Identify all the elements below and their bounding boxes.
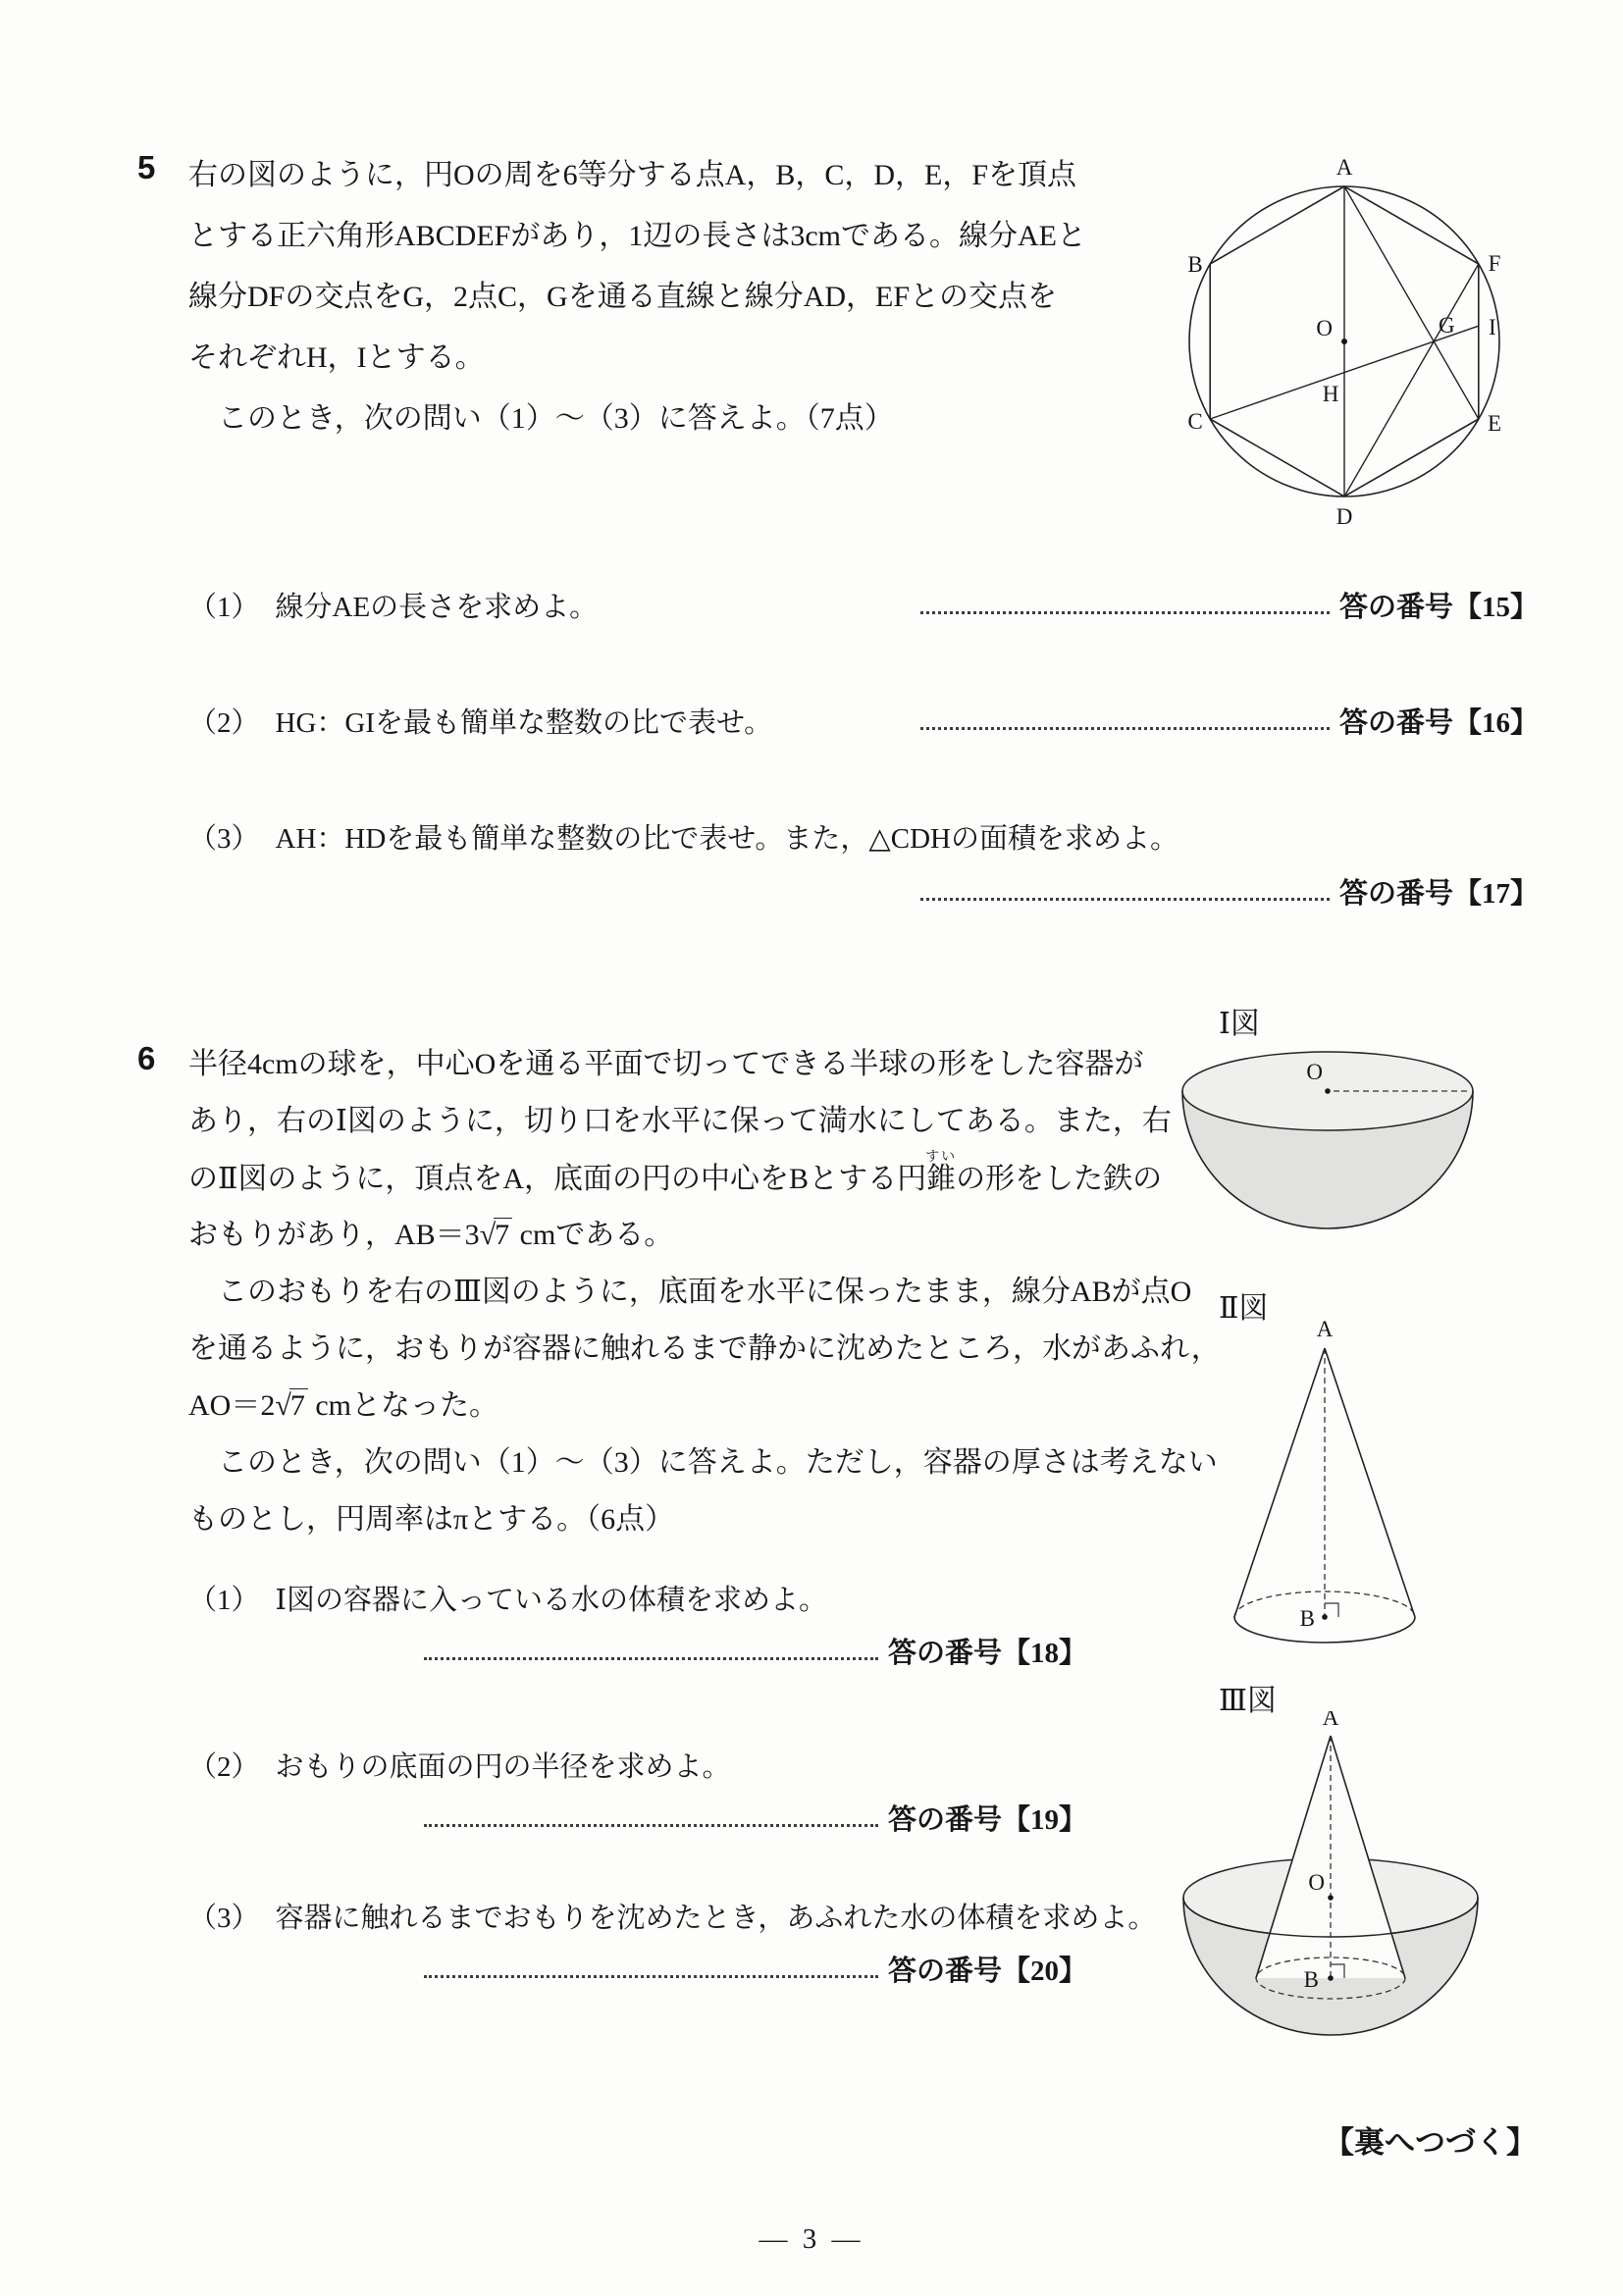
cone-left-side <box>1234 1348 1325 1617</box>
answer-number-19: 答の番号【19】 <box>887 1804 1087 1836</box>
question3-text: （3） 容器に触れるまでおもりを沈めたとき，あふれた水の体積を求めよ。 <box>188 1903 1157 1934</box>
figure2-caption: Ⅱ図 <box>1219 1292 1269 1325</box>
label-E: E <box>1487 411 1502 436</box>
problem6-line5: このおもりを右のⅢ図のように，底面を水平に保ったまま，線分ABが点O <box>188 1276 1192 1308</box>
label-F: F <box>1488 251 1501 276</box>
point-dot-B <box>1322 1614 1328 1620</box>
label-C: C <box>1187 409 1203 434</box>
problem5-line5: このとき，次の問い（1）～（3）に答えよ。（7点） <box>188 402 894 435</box>
figure1-caption: Ⅰ図 <box>1219 1008 1260 1040</box>
problem6-line2: あり，右のⅠ図のように，切り口を水平に保って満水にしてある。また，右 <box>188 1105 1172 1137</box>
answer-number-15: 答の番号【15】 <box>1338 592 1539 623</box>
problem5-statement <box>188 145 1170 449</box>
question3-text: （3） AH：HDを最も簡単な整数の比で表せ。また，△CDHの面積を求めよ。 <box>188 823 1178 855</box>
problem6-question3 <box>188 1898 1156 1939</box>
dotted-leader <box>920 727 1330 730</box>
answer-number-18: 答の番号【18】 <box>887 1638 1087 1669</box>
problem5-question3 <box>188 818 1539 860</box>
problem5-question2 <box>188 703 1539 744</box>
problem6-line7: AO＝2√7 cmとなった。 <box>188 1389 498 1422</box>
question1-text: （1） 線分AEの長さを求めよ。 <box>188 592 599 623</box>
question3-label: （3） <box>188 823 260 855</box>
problem6-number: 6 <box>137 1040 156 1076</box>
dotted-leader <box>920 611 1330 614</box>
label-G: G <box>1439 313 1455 338</box>
continue-note: 【裏へつづく】 <box>1324 2125 1537 2160</box>
dotted-leader <box>424 1975 878 1978</box>
dotted-leader <box>424 1657 878 1660</box>
problem6-question1 <box>188 1580 827 1621</box>
label-O: O <box>1316 316 1333 340</box>
sqrt-sign: √ <box>479 1219 495 1251</box>
problem6-question3-answer-row <box>188 1951 1087 1992</box>
label-I: I <box>1489 315 1496 339</box>
problem6-line9: ものとし，円周率はπとする。（6点） <box>188 1503 675 1536</box>
question1-text: （1） Ⅰ図の容器に入っている水の体積を求めよ。 <box>188 1585 827 1616</box>
dotted-leader <box>424 1824 878 1827</box>
answer-number-16: 答の番号【16】 <box>1338 707 1539 739</box>
point-dot-B <box>1328 1975 1334 1981</box>
center-dot-O <box>1341 339 1347 344</box>
question1-label: （1） <box>188 592 260 623</box>
problem5-line1: 右の図のように，円Oの周を6等分する点A，B，C，D，E，Fを頂点 <box>188 159 1077 191</box>
problem5-number: 5 <box>137 149 156 185</box>
label-H: H <box>1322 382 1339 406</box>
cone-base-front-arc <box>1234 1617 1415 1643</box>
segment-DF <box>1344 264 1479 496</box>
right-angle-mark <box>1325 1603 1338 1617</box>
cone-figure <box>1187 1321 1462 1664</box>
question2-text: （2） HG：GIを最も簡単な整数の比で表せ。 <box>188 707 773 739</box>
radicand: 7 <box>289 1388 308 1422</box>
hexagon-circle-figure <box>1168 135 1521 567</box>
label-A: A <box>1322 1711 1339 1730</box>
label-O: O <box>1306 1060 1323 1084</box>
label-B: B <box>1187 252 1203 277</box>
label-D: D <box>1335 504 1353 529</box>
label-B: B <box>1303 1967 1319 1992</box>
problem5-line4: それぞれH，Iとする。 <box>188 341 485 374</box>
center-dot-O <box>1325 1088 1331 1094</box>
problem6-line6: を通るように，おもりが容器に触れるまで静かに沈めたところ，水があふれ， <box>188 1332 1221 1365</box>
segment-AE <box>1344 186 1479 419</box>
problem6-question1-answer-row <box>188 1633 1087 1674</box>
label-B: B <box>1299 1606 1315 1631</box>
problem6-question2-answer-row <box>188 1800 1087 1841</box>
problem6-question2 <box>188 1747 731 1788</box>
hemisphere-figure <box>1166 1042 1490 1273</box>
answer-number-17: 答の番号【17】 <box>1338 878 1539 910</box>
question2-text: （2） おもりの底面の円の半径を求めよ。 <box>188 1751 731 1783</box>
figure3-caption: Ⅲ図 <box>1219 1685 1277 1717</box>
problem5-question1 <box>188 587 1539 628</box>
dotted-leader <box>920 898 1330 901</box>
label-A: A <box>1316 1321 1334 1341</box>
cone-right-side <box>1325 1348 1415 1617</box>
problem6-line3: のⅡ図のように，頂点をA，底面の円の中心をBとする円錐すいの形をした鉄の <box>188 1150 1163 1195</box>
question2-label: （2） <box>188 707 260 739</box>
problem5-line2: とする正六角形ABCDEFがあり，1辺の長さは3cmである。線分AEと <box>188 220 1086 252</box>
ruby-ensui: 錐すい <box>925 1150 958 1195</box>
sqrt-sign: √ <box>275 1389 289 1422</box>
point-dot-O <box>1328 1895 1334 1901</box>
cone-in-hemisphere-figure <box>1164 1711 1497 2084</box>
radicand: 7 <box>494 1218 512 1251</box>
problem6-line8: このとき，次の問い（1）～（3）に答えよ。ただし，容器の厚さは考えない <box>188 1446 1218 1479</box>
label-O: O <box>1308 1870 1325 1895</box>
problem6-statement <box>188 1036 1221 1548</box>
answer-number-20: 答の番号【20】 <box>887 1956 1087 1987</box>
problem6-line4: おもりがあり，AB＝3√7 cmである。 <box>188 1219 674 1251</box>
problem6-line1: 半径4cmの球を，中心Oを通る平面で切ってできる半球の形をした容器が <box>188 1048 1144 1080</box>
label-A: A <box>1335 155 1353 180</box>
problem5-line3: 線分DFの交点をG，2点C，Gを通る直線と線分AD，EFとの交点を <box>188 281 1058 313</box>
page-number: — 3 — <box>759 2223 864 2255</box>
problem5-question3-answer-row <box>188 873 1539 914</box>
